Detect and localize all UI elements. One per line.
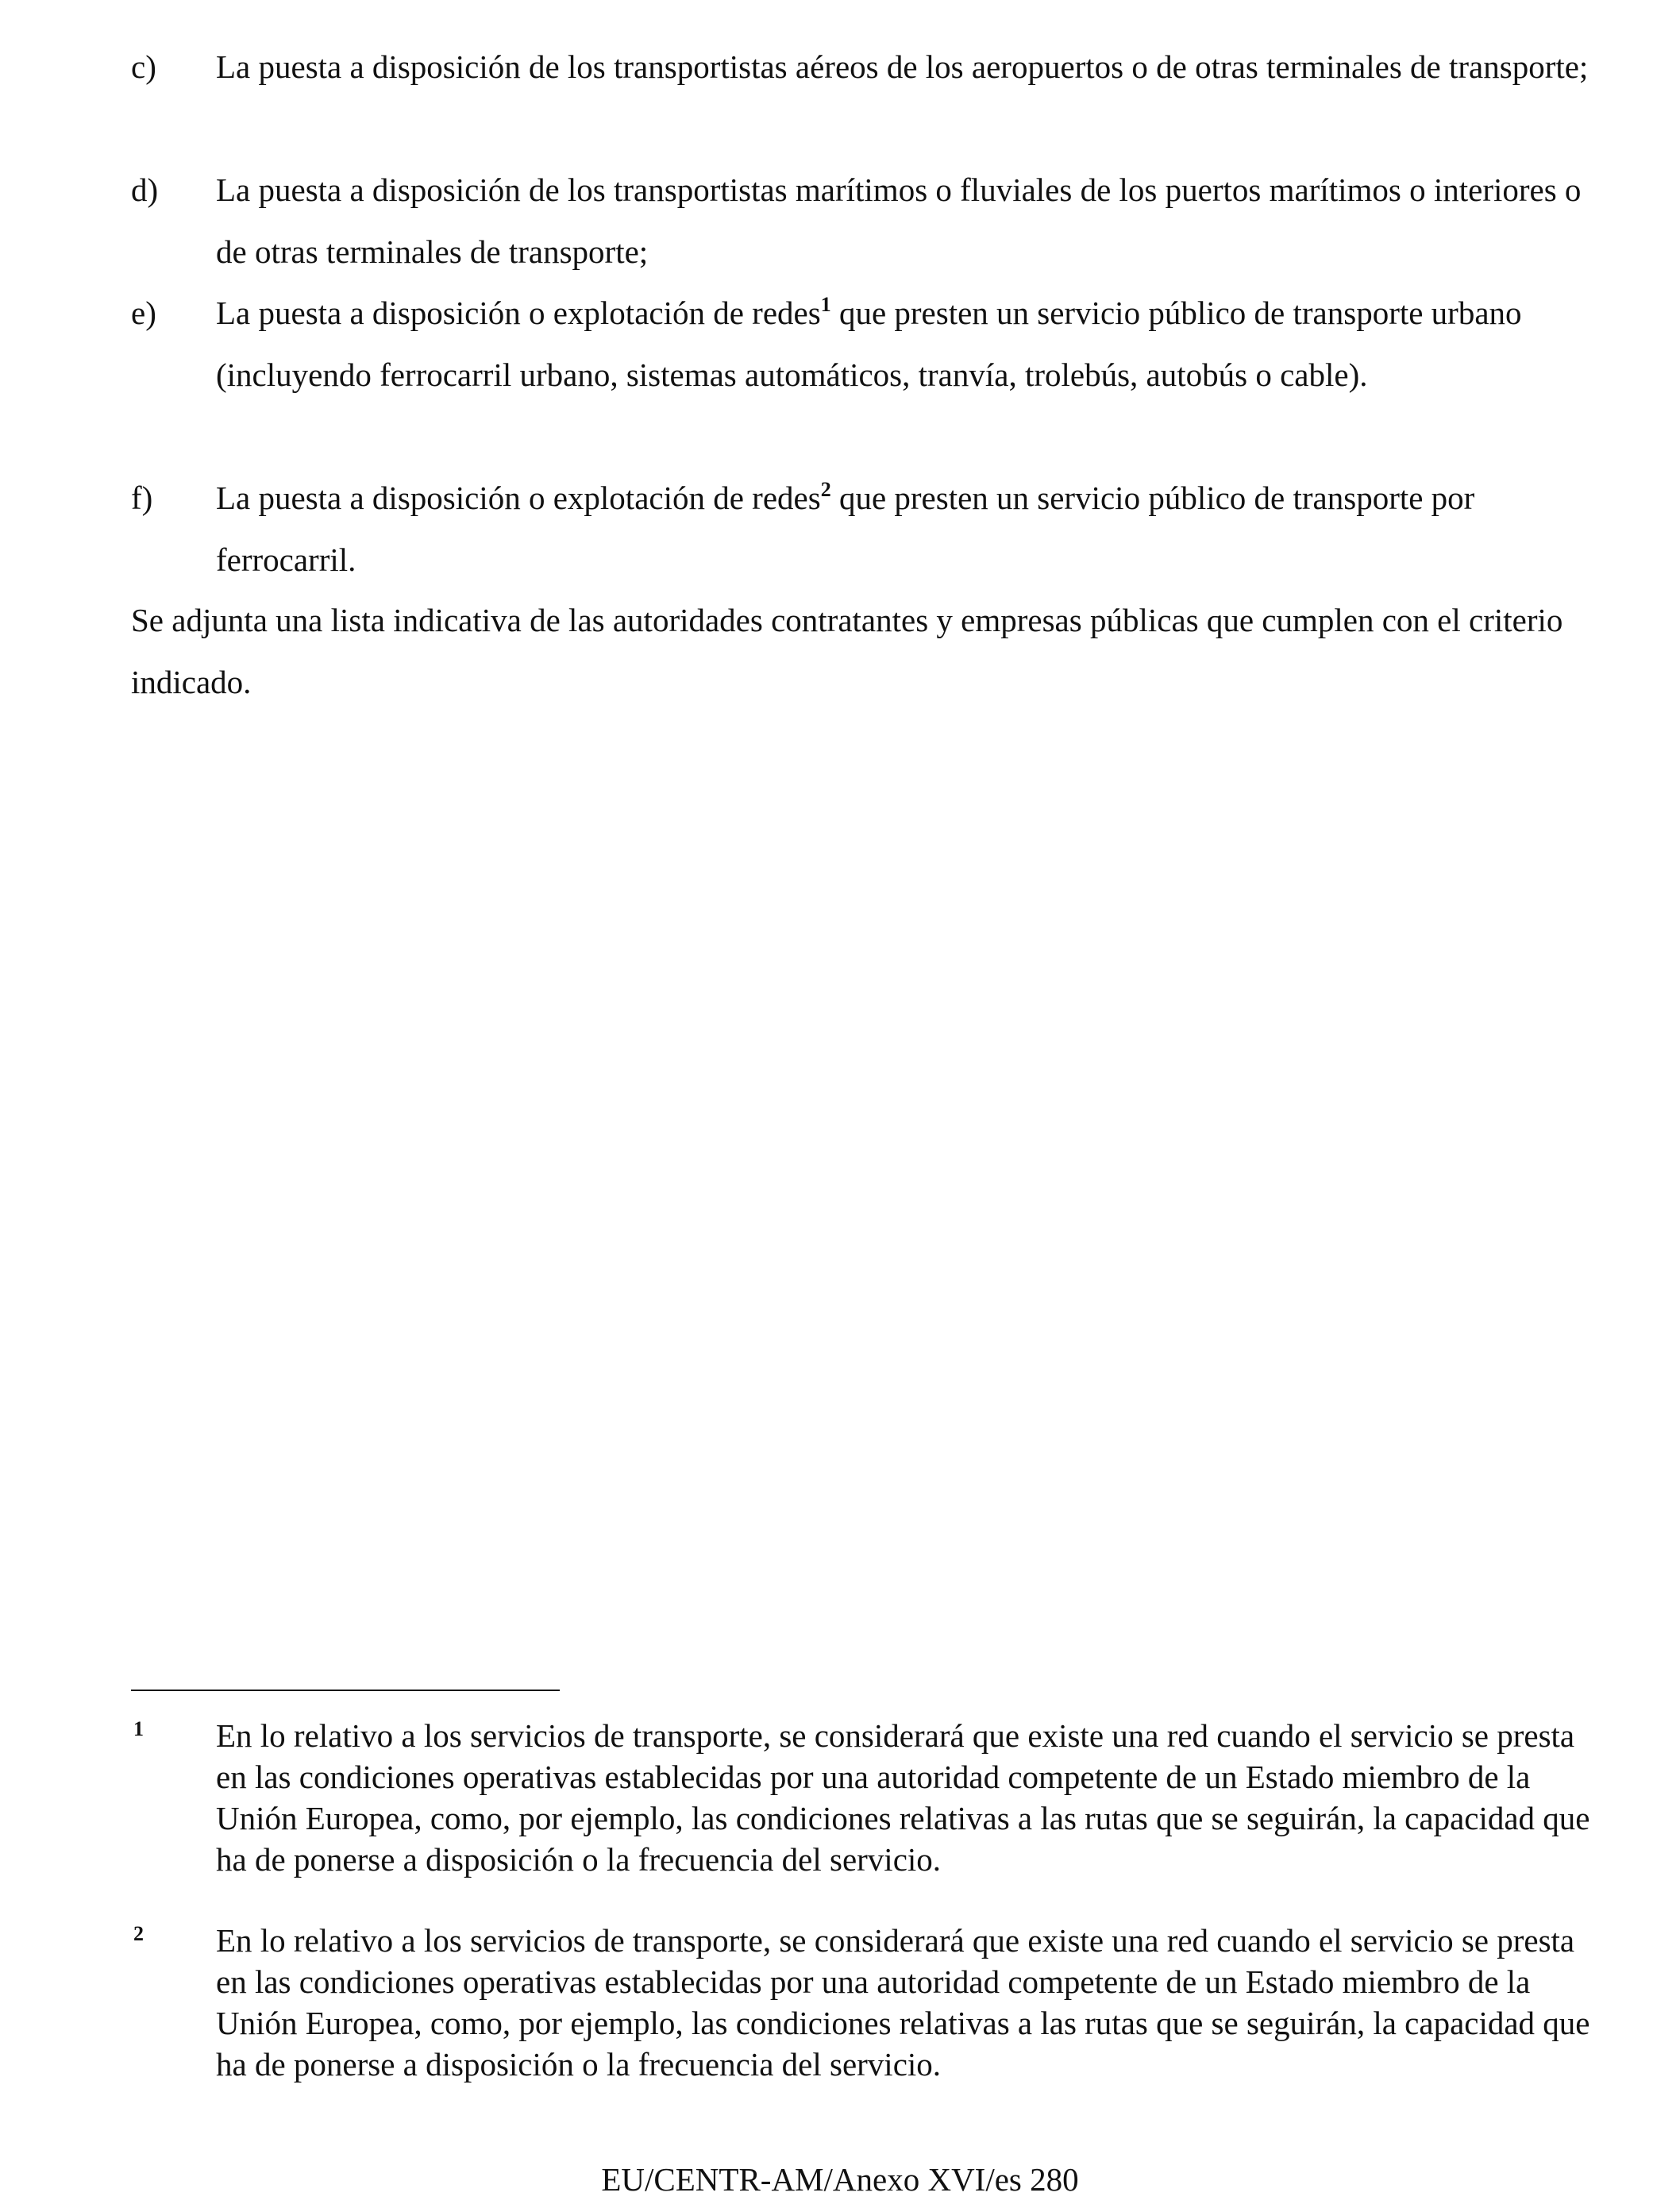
footnote-number: 2 (133, 1922, 144, 1945)
page-footer: EU/CENTR-AM/Anexo XVI/es 280 (601, 2161, 1079, 2198)
list-item-label: c) (131, 48, 156, 85)
footnote-ref[interactable]: 1 (820, 293, 831, 316)
list-item-label: f) (131, 480, 153, 516)
list-item-f (131, 467, 1592, 591)
closing-paragraph: Se adjunta una lista indicativa de las autoridades contratantes y empresas públicas que cumplen con el criterio indicado. (131, 602, 1563, 700)
footnote-2 (131, 1920, 1592, 2085)
footnote-text: En lo relativo a los servicios de transporte, se considerará que existe una red cuando el servicio se presta en las condiciones operativas establecidas por una autoridad competente de un Estado miembro de la Unión Europea, como, por ejemplo, las condiciones relativas a las rutas que se seguirán, la capacidad que ha de ponerse a disposición o la frecuencia del servicio. (216, 1922, 1590, 2083)
list-item-text: La puesta a disposición o explotación de redes$^2$ que presten un servicio público de transporte por ferrocarril. (216, 478, 1475, 578)
list-item-d (131, 159, 1592, 283)
list-item-text: La puesta a disposición de los transportistas marítimos o fluviales de los puertos marítimos o interiores o de otras terminales de transporte; (216, 171, 1582, 270)
list-item-e (131, 282, 1592, 406)
list-item-label: d) (131, 171, 159, 208)
footnote-separator (131, 1690, 560, 1691)
list-item-label: e) (131, 295, 156, 331)
footnote-number: 1 (133, 1717, 144, 1740)
footnote-ref[interactable]: 2 (820, 478, 831, 501)
list-item-text: La puesta a disposición de los transportistas aéreos de los aeropuertos o de otras terminales de transporte; (216, 48, 1589, 85)
list-item-c (131, 36, 1592, 98)
footnote-text: En lo relativo a los servicios de transporte, se considerará que existe una red cuando el servicio se presta en las condiciones operativas establecidas por una autoridad competente de un Estado miembro de la Unión Europea, como, por ejemplo, las condiciones relativas a las rutas que se seguirán, la capacidad que ha de ponerse a disposición o la frecuencia del servicio. (216, 1717, 1590, 1878)
footnote-1 (131, 1715, 1592, 1880)
list-item-text: La puesta a disposición o explotación de redes$^1$ que presten un servicio público de transporte urbano (incluyendo ferrocarril urbano, sistemas automáticos, tranvía, trolebús, autobús o cable). (216, 293, 1522, 393)
